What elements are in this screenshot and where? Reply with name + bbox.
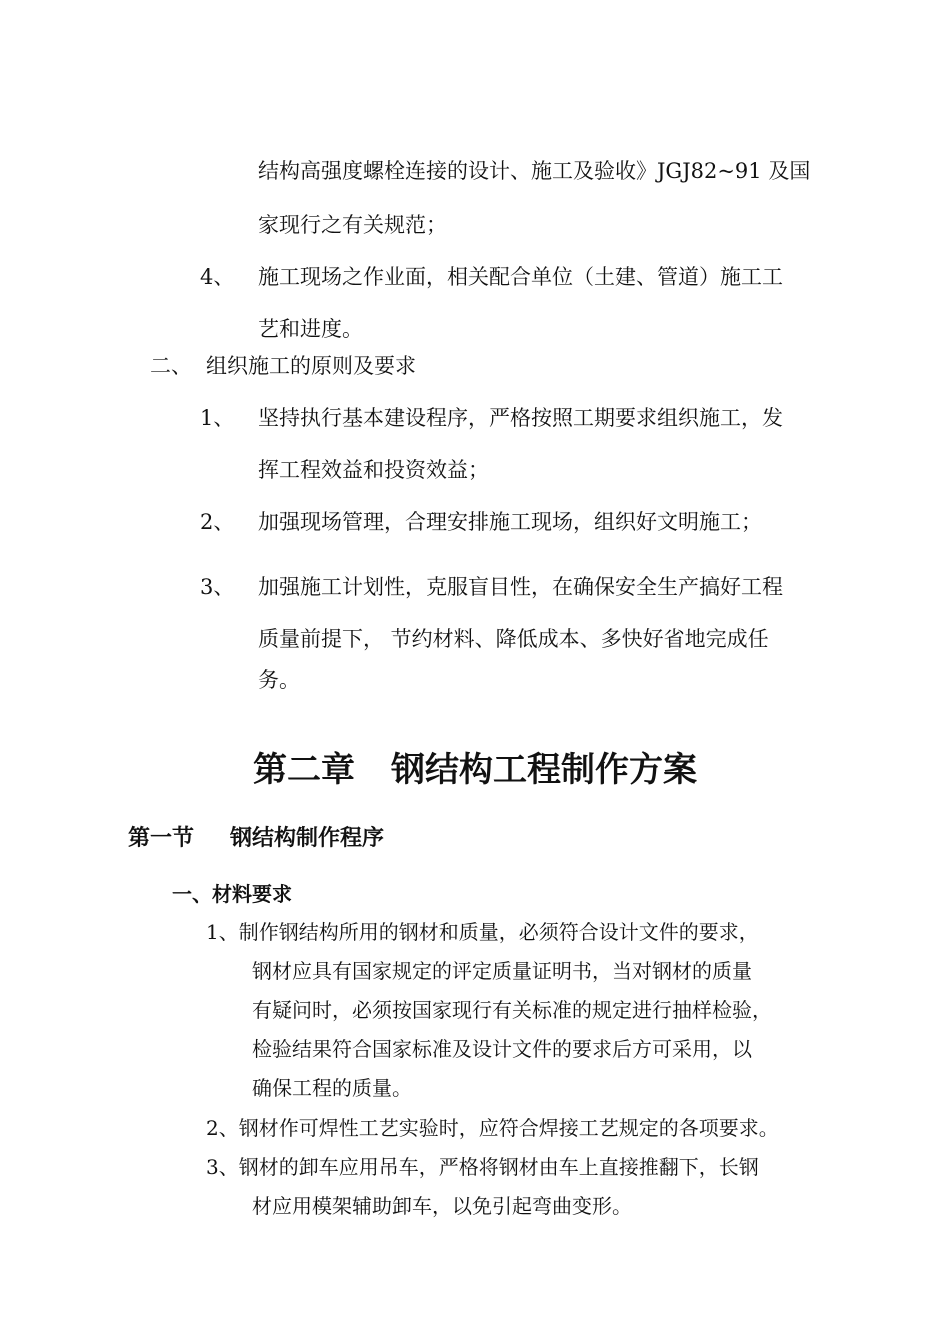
subsection-heading: 一、材料要求 <box>172 882 292 906</box>
list-item-text: 加强施工计划性，克服盲目性，在确保安全生产搞好工程 <box>258 575 783 599</box>
list-item-text: 检验结果符合国家标准及设计文件的要求后方可采用，以 <box>252 1037 752 1061</box>
list-item-number: 3、 <box>200 575 235 599</box>
list-item-text: 3、钢材的卸车应用吊车，严格将钢材由车上直接推翻下，长钢 <box>206 1155 759 1179</box>
list-item-text: 材应用模架辅助卸车，以免引起弯曲变形。 <box>252 1194 632 1218</box>
chapter-title-text: 钢结构工程制作方案 <box>391 750 697 790</box>
list-item-text: 质量前提下， 节约材料、降低成本、多快好省地完成任 <box>258 627 769 651</box>
section-label: 第一节 <box>128 826 195 851</box>
list-item-text: 确保工程的质量。 <box>252 1076 412 1100</box>
list-item-text: 钢材应具有国家规定的评定质量证明书，当对钢材的质量 <box>252 959 752 983</box>
list-item-number: 4、 <box>200 265 235 289</box>
heading-number: 二、 <box>150 354 192 378</box>
chapter-label: 第二章 <box>253 750 355 790</box>
list-item-text: 2、钢材作可焊性工艺实验时，应符合焊接工艺规定的各项要求。 <box>206 1116 779 1140</box>
list-item-text: 务。 <box>258 668 300 692</box>
continued-text-line: 家现行之有关规范； <box>258 213 447 237</box>
continued-text-line: 结构高强度螺栓连接的设计、施工及验收》JGJ82~91 及国 <box>258 159 811 183</box>
list-item-number: 2、 <box>200 510 235 534</box>
list-item-text: 1、制作钢结构所用的钢材和质量，必须符合设计文件的要求， <box>206 920 759 944</box>
heading-text: 组织施工的原则及要求 <box>206 354 416 378</box>
section-title-text: 钢结构制作程序 <box>230 826 385 851</box>
section-heading <box>128 824 384 854</box>
list-item-text: 坚持执行基本建设程序，严格按照工期要求组织施工，发 <box>258 406 783 430</box>
list-item-number: 1、 <box>200 406 235 430</box>
chapter-title <box>0 748 950 792</box>
list-item-text: 加强现场管理，合理安排施工现场，组织好文明施工； <box>258 510 762 534</box>
list-item-text: 有疑问时，必须按国家现行有关标准的规定进行抽样检验， <box>252 998 772 1022</box>
list-item-text: 施工现场之作业面，相关配合单位（土建、管道）施工工 <box>258 265 783 289</box>
list-item-text: 艺和进度。 <box>258 317 363 341</box>
list-item-text: 挥工程效益和投资效益； <box>258 458 489 482</box>
